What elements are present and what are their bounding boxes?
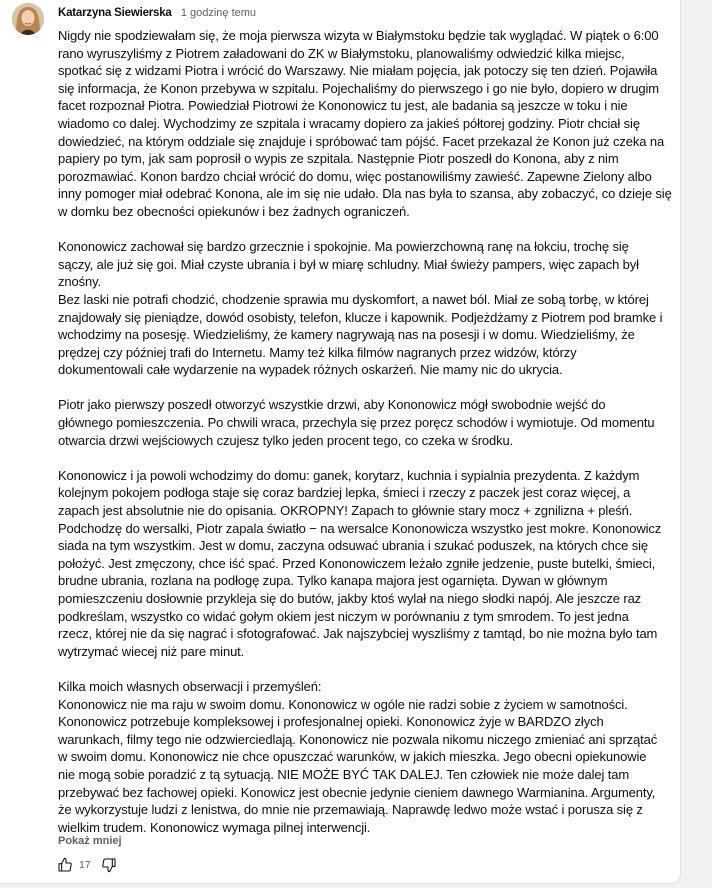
comment-line: zapach jest absolutnie nie do opisania. OKROPNY! Zapach to głównie stary mocz + zgnilizna + pleśń. (58, 503, 633, 519)
comment-line: znajdowały się pieniądze, dowód osobisty, telefon, klucze i kapownik. Podjeżdżamy z Piotrem pod bramke i (58, 309, 663, 325)
comment-line: inny pomoger miał odebrać Konona, ale im się nie udało. Dla nas była to szansa, aby zobaczyć, co dzieje się (58, 186, 672, 202)
comment-line: Nigdy nie spodziewałam się, że moja pierwsza wizyta w Białymstoku będzie tak wyglądać. W piątek o 6:00 (58, 28, 659, 43)
comment-line: otwarcia drzwi wejściowych czujesz tylko jeden procent tego, co czeka w środku. (58, 432, 514, 448)
comment-line: spotkać się z widzami Piotra i wrócić do Warszawy. Nie miałam pojęcia, jak potoczy się ten dzień. Pojawiła (58, 63, 658, 79)
comment-paragraph (58, 27, 672, 221)
thumbs-down-icon (101, 857, 117, 873)
comment-line: znośny. (58, 274, 101, 290)
comment-text (58, 27, 672, 836)
comment-line: kolejnym pokojem podłoga staje się coraz bardziej lepka, śmieci i rzeczy z paczek jest coraz więcej, a (58, 485, 631, 501)
comment-line: warunkach, filmy tego nie odzwierciedlają. Kononowicz nie pozwala nikomu niczego zmieniać ani sprzątać (58, 731, 658, 747)
comment-line: Kononowicz potrzebuje kompleksowej i profesjonalnej opieki. Kononowicz żyje w BARDZO złych (58, 714, 604, 730)
comment-timestamp[interactable]: 1 godzinę temu (180, 7, 257, 19)
comment-line: się informacja, że Konon przebywa w szpitalu. Pojechaliśmy do pierwszego i go nie było, dopiero w drugim (58, 80, 659, 96)
comment-line: facet rozpoznał Piotra. Powiedział Piotrowi że Kononowicz tu jest, ale badania są jeszcze w toku i nie (58, 98, 628, 114)
show-less-button[interactable]: Pokaż mniej (58, 835, 122, 847)
comment-line: Podchodzę do wersalki, Piotr zapala światło − na wersalce Kononowicza wszystko jest mokre. Kononowicz (58, 520, 662, 536)
comment-paragraph (58, 238, 672, 379)
user-avatar-photo-icon (12, 3, 44, 35)
avatar[interactable] (12, 3, 44, 35)
comment-line: wytrzymać wiecej niż pare minut. (58, 643, 245, 659)
comment-line: siada na tym wszystkim. Jest w domu, zaczyna odsuwać ubrania i szukać poduszek, na których chce się (58, 538, 648, 554)
comment-line: pomieszczeniu dosłownie przykleja się do butów, jakby ktoś wylał na niego słodki napój. Ale jeszcze raz (58, 591, 642, 606)
comment-paragraph (58, 467, 672, 661)
comment-line: Kilka moich własnych obserwacji i przemyśleń: (58, 678, 322, 694)
comment-line: Kononowicz nie ma raju w swoim domu. Kononowicz w ogóle nie radzi sobie z życiem w samotności. (58, 696, 628, 712)
comment-line: głównego pomieszczenia. Po chwili wraca, przechyla się przez poręcz schodów i wymiotuje. Od momentu (58, 415, 655, 431)
comment-paragraph (58, 396, 672, 449)
comment-line: Kononowicz zachował się bardzo grzecznie i spokojnie. Ma powierzchowną ranę na łokciu, trochę się (58, 239, 629, 255)
comment-line: porozmawiać. Konon bardzo chciał wrócić do domu, więc postanowiliśmy zawieść. Zapewne Zielony albo (58, 168, 652, 184)
comment-paragraph (58, 678, 672, 836)
comment-line: sączy, ale już się goi. Miał czyste ubrania i był w miarę schludny. Miał świeży pampers, więc zapach był (58, 256, 639, 272)
comment-line: Bez laski nie potrafi chodzić, chodzenie sprawia mu dyskomfort, a nawet ból. Miał ze sobą torbę, w której (58, 291, 649, 307)
comment-line: brudne ubrania, rozlana na podłogę zupa. Tylko kanapa majora jest ogarnięta. Dywan w głównym (58, 573, 608, 589)
dislike-button[interactable] (100, 856, 118, 874)
comment-line: papiery po tym, jak sam poprosił o wypis ze szpitala. Następnie Piotr poszedł do Konona, aby z nim (58, 151, 619, 167)
comment-line: dowiedzieć, na którym oddziale się znajduje i spróbować tam pójść. Facet przekazal że Konon już czeka na (58, 133, 665, 149)
thumbs-up-icon (57, 857, 73, 873)
comment-line: wiadomo co dalej. Wychodzimy ze szpitala i wracamy dopiero za jakieś półtorej godziny. Piotr chciał się (58, 115, 640, 131)
comment-header (58, 7, 256, 19)
comment-line: prędzej czy później trafi do Internetu. Mamy też kilka filmów nagranych przez widzów, którzy (58, 344, 577, 360)
author-name[interactable]: Katarzyna Siewierska (58, 7, 172, 19)
comment-line: położyć. Jest zmęczony, chce iść spać. Przed Kononowiczem leżało zgniłe jedzenie, puste butelki, śmieci, (58, 555, 656, 571)
comment-line: przebywać bez fachowej opieki. Konowicz jest obecnie jedynie cieniem dawnego Warmianina. Argumenty, (58, 784, 656, 800)
comment-line: wielkim trudem. Kononowicz wymaga pilnej interwencji. (58, 819, 371, 835)
comment-line: rzecz, której nie da się nagrać i sfotografować. Jak najszybciej wyszliśmy z tamtąd, bo nie można było tam (58, 626, 658, 642)
comment-line: wchodzimy na posesję. Wiedzieliśmy, że kamery nagrywają nas na posesji i w domu. Wiedzieliśmy, że (58, 327, 635, 343)
comment-line: rano wyruszyliśmy z Piotrem załadowani do ZK w Białymstoku, planowaliśmy odwiedzić kilka miejsc, (58, 45, 625, 61)
comment-line: w domku bez obecności opiekunów i bez żadnych ograniczeń. (58, 203, 410, 219)
comment-line: Kononowicz i ja powoli wchodzimy do domu: ganek, korytarz, kuchnia i sypialnia prezydenta. Z każdym (58, 467, 640, 483)
comment-line: Piotr jako pierwszy poszedł otworzyć wszystkie drzwi, aby Kononowicz mógł swobodnie wejść do (58, 397, 606, 413)
comment-line: podkreślam, wszystko co widać gołym okiem jest niczym w porównaniu z tym smrodem. To jest jedna (58, 608, 629, 624)
comment-line: dokumentowali całe wydarzenie na wypadek różnych oskarżeń. Nie mamy nic do ukrycia. (58, 362, 563, 378)
like-count: 17 (79, 859, 91, 871)
comment-actions (56, 856, 118, 874)
comment-line: w swoim domu. Kononowicz nie chce opuszczać warunków, w jakich mieszka. Jego obecni opiekunowie (58, 749, 647, 765)
comment-line: że wykorzystuje ludzi z lenistwa, do mnie nie przemawiają. Naprawdę ledwo może wstać i porusza się z (58, 802, 643, 818)
like-button[interactable] (56, 856, 74, 874)
comment-line: nie mogą sobie poradzić z tą sytuacją. NIE MOŻE BYĆ TAK DALEJ. Ten człowiek nie może dalej tam (58, 766, 630, 782)
